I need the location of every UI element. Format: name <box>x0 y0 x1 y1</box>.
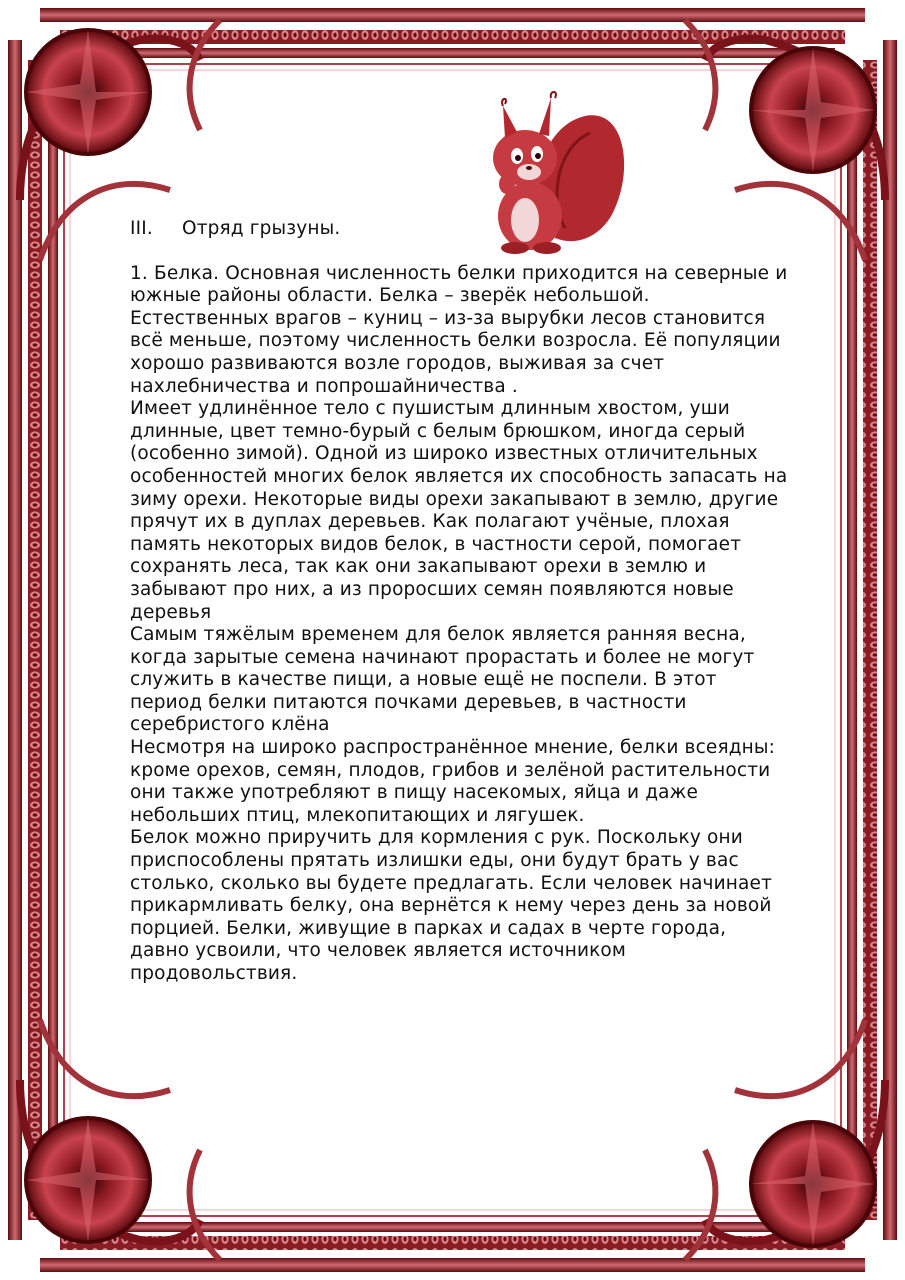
paragraph-taming: Белок можно приручить для кормления с рук. Поскольку они приспособлены прятать излишки еды, они будут брать у вас столько, сколько вы будете предлагать. Если человек начинает прикармливать белку, она вернётся к нему через день за новой порцией. Белки, живущие в парках и садах в черте города, давно усвоили, что человек является источником продовольствия. <box>130 827 773 984</box>
paragraph-description: Имеет удлинённое тело с пушистым длинным хвостом, уши длинные, цвет темно-бурый с белым брюшком, иногда серый (особенно зимой). Одной из широко известных отличительных особенностей многих белок является их способность запасать на зиму орехи. Некоторые виды орехи закапывают в землю, другие прячут их в дуплах деревьев. Как полагают учёные, плохая память некоторых видов белок, в частности серой, помогает сохранять леса, так как они закапывают орехи в землю и забывают про них, а из проросших семян появляются новые деревья <box>130 398 788 623</box>
paragraph-intro: 1. Белка. Основная численность белки приходится на северные и южные районы области. Белка – зверёк небольшой. Естественных врагов – куниц – из-за вырубки лесов становится всё меньше, поэтому численность белки возросла. Её популяции хорошо развиваются возле городов, выживая за счет нахлебничества и попрошайничества . <box>130 262 788 397</box>
document-body <box>130 218 790 986</box>
section-heading <box>130 218 790 241</box>
paragraph-diet: Несмотря на широко распространённое мнение, белки всеядны: кроме орехов, семян, плодов, грибов и зелёной растительности они также употребляют в пищу насекомых, яйца и даже небольших птиц, млекопитающих и лягушек. <box>130 737 776 826</box>
section-number: III. <box>130 218 153 239</box>
section-title: Отряд грызуны. <box>182 218 341 239</box>
paragraph-spring: Самым тяжёлым временем для белок является ранняя весна, когда зарытые семена начинают прорастать и более не могут служить в качестве пищи, а новые ещё не поспели. В этот период белки питаются почками деревьев, в частности серебристого клёна <box>130 624 755 736</box>
